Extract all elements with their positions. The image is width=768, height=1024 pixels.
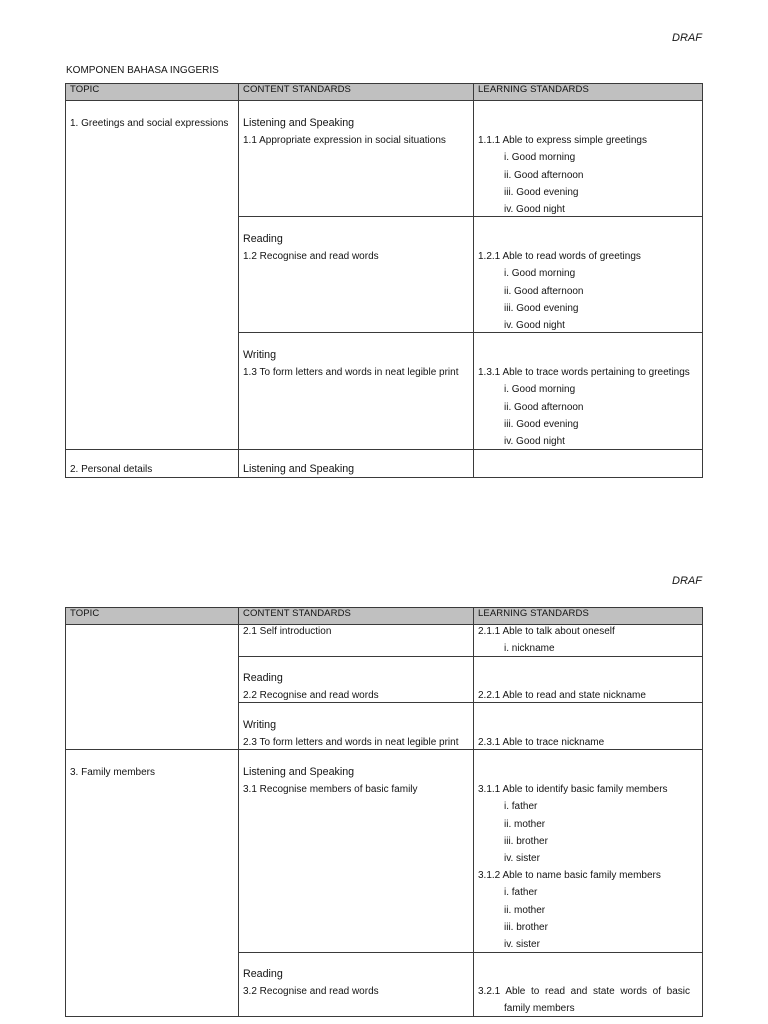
learning-item: i. nickname bbox=[504, 643, 555, 655]
topic-cell bbox=[66, 750, 239, 1017]
content-standard: 3.1 Recognise members of basic family bbox=[243, 784, 418, 796]
topic-cell bbox=[66, 101, 239, 450]
table-header-learning-standards: LEARNING STANDARDS bbox=[474, 84, 703, 101]
learning-standard: 3.1.2 Able to name basic family members bbox=[478, 870, 661, 882]
table-header-topic: TOPIC bbox=[66, 608, 239, 625]
learning-standards-cell bbox=[474, 217, 703, 333]
draft-label: DRAF bbox=[672, 575, 702, 587]
learning-item: ii. mother bbox=[504, 818, 546, 830]
learning-item: iv. sister bbox=[504, 939, 540, 951]
learning-item: ii. Good afternoon bbox=[504, 169, 584, 181]
content-standard: 1.3 To form letters and words in neat legible print bbox=[243, 367, 459, 379]
skill-label: Reading bbox=[243, 233, 283, 245]
learning-standard: 3.1.1 Able to identify basic family members bbox=[478, 784, 668, 796]
learning-item: i. Good morning bbox=[504, 152, 576, 164]
table-header-content-standards: CONTENT STANDARDS bbox=[239, 84, 474, 101]
topic-cell bbox=[66, 450, 239, 478]
learning-standard: 2.1.1 Able to talk about oneself bbox=[478, 626, 615, 637]
learning-item: i. father bbox=[504, 801, 538, 813]
learning-item: i. father bbox=[504, 887, 538, 899]
curriculum-table bbox=[65, 83, 703, 478]
document-heading: KOMPONEN BAHASA INGGERIS bbox=[66, 65, 219, 76]
topic-title: 3. Family members bbox=[70, 767, 156, 778]
learning-standards-cell bbox=[474, 750, 703, 953]
learning-item: iv. Good night bbox=[504, 204, 565, 215]
topic-title: 1. Greetings and social expressions bbox=[70, 118, 229, 129]
learning-standards-cell bbox=[474, 625, 703, 657]
learning-standard: 1.3.1 Able to trace words pertaining to greetings bbox=[478, 367, 690, 379]
learning-item: iii. brother bbox=[504, 921, 548, 933]
learning-standards-cell bbox=[474, 657, 703, 703]
content-standard: 2.1 Self introduction bbox=[243, 626, 332, 637]
learning-item: iv. Good night bbox=[504, 320, 565, 331]
draft-label: DRAF bbox=[672, 32, 702, 44]
learning-item: i. Good morning bbox=[504, 384, 576, 396]
learning-item: ii. Good afternoon bbox=[504, 401, 584, 413]
skill-label: Reading bbox=[243, 672, 283, 684]
content-standard: 3.2 Recognise and read words bbox=[243, 986, 379, 998]
learning-standard: 2.3.1 Able to trace nickname bbox=[478, 737, 605, 749]
learning-standard: 3.2.1 Able to read and state words of basic family members bbox=[478, 986, 690, 1015]
skill-label: Listening and Speaking bbox=[243, 766, 355, 778]
table-header-topic: TOPIC bbox=[66, 84, 239, 101]
content-standard: 1.2 Recognise and read words bbox=[243, 251, 379, 263]
learning-item: iii. Good evening bbox=[504, 186, 579, 198]
learning-item: iii. Good evening bbox=[504, 418, 579, 430]
learning-item: iv. sister bbox=[504, 853, 540, 864]
skill-label: Reading bbox=[243, 968, 283, 980]
content-standards-cell bbox=[239, 450, 474, 478]
learning-item: iv. Good night bbox=[504, 436, 565, 447]
learning-item: i. Good morning bbox=[504, 268, 576, 280]
content-standards-cell bbox=[239, 703, 474, 750]
learning-standard: 2.2.1 Able to read and state nickname bbox=[478, 690, 646, 702]
content-standards-cell bbox=[239, 333, 474, 450]
curriculum-table bbox=[65, 607, 703, 1017]
content-standards-cell bbox=[239, 217, 474, 333]
content-standard: 2.3 To form letters and words in neat legible print bbox=[243, 737, 459, 749]
learning-standard: 1.2.1 Able to read words of greetings bbox=[478, 251, 641, 263]
skill-label: Writing bbox=[243, 719, 277, 731]
table-header-learning-standards: LEARNING STANDARDS bbox=[474, 608, 703, 625]
learning-standards-cell bbox=[474, 101, 703, 217]
skill-label: Listening and Speaking bbox=[243, 117, 355, 129]
learning-standards-cell bbox=[474, 450, 703, 478]
content-standard: 1.1 Appropriate expression in social situations bbox=[243, 135, 446, 147]
content-standards-cell bbox=[239, 750, 474, 953]
learning-item: iii. Good evening bbox=[504, 302, 579, 314]
learning-standards-cell bbox=[474, 953, 703, 1017]
learning-standard: 1.1.1 Able to express simple greetings bbox=[478, 135, 647, 147]
content-standards-cell bbox=[239, 625, 474, 657]
table-header-content-standards: CONTENT STANDARDS bbox=[239, 608, 474, 625]
learning-standards-cell bbox=[474, 333, 703, 450]
skill-label: Listening and Speaking bbox=[243, 463, 355, 475]
learning-item: ii. Good afternoon bbox=[504, 285, 584, 297]
topic-title: 2. Personal details bbox=[70, 464, 153, 475]
content-standards-cell bbox=[239, 101, 474, 217]
learning-item: ii. mother bbox=[504, 904, 546, 916]
skill-label: Writing bbox=[243, 349, 277, 361]
learning-item: iii. brother bbox=[504, 835, 548, 847]
content-standards-cell bbox=[239, 953, 474, 1017]
content-standards-cell bbox=[239, 657, 474, 703]
learning-standards-cell bbox=[474, 703, 703, 750]
content-standard: 2.2 Recognise and read words bbox=[243, 690, 379, 702]
topic-cell bbox=[66, 625, 239, 750]
